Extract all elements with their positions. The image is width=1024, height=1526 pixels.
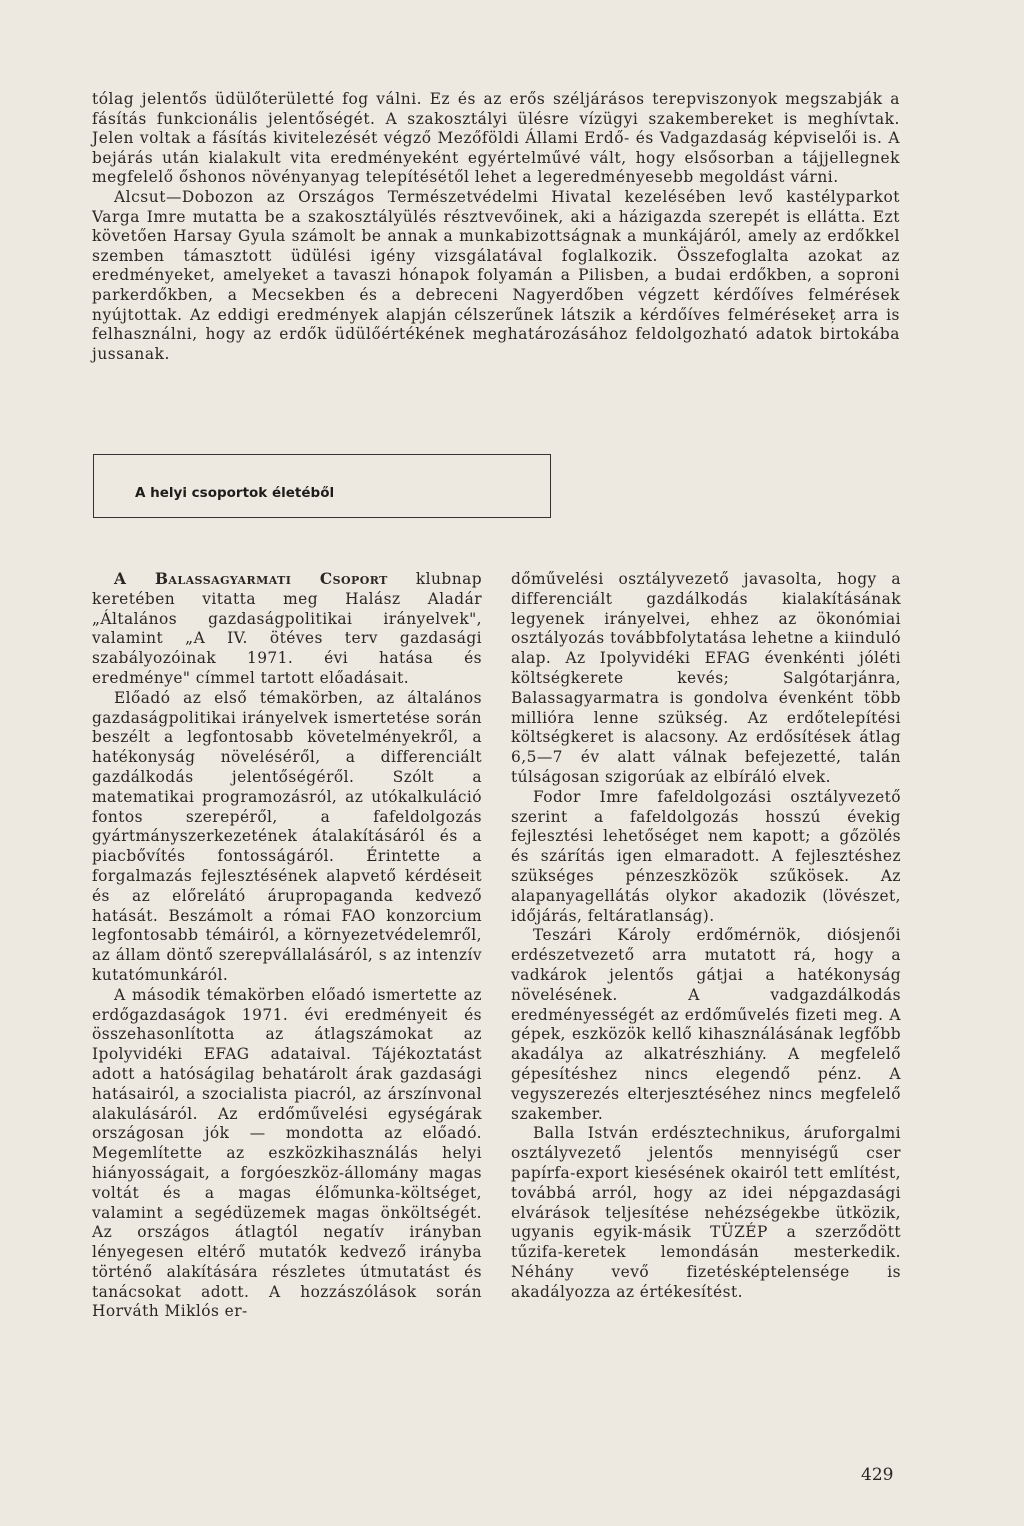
paragraph: tólag jelentős üdülőterületté fog válni. Ez és az erős széljárásos terepviszonyok megszabják a fásítás funkcionális jelentőségét. A szakosztályi ülésre vízügyi szakembereket is meghívtak. Jelen voltak a fásítás kivitelezését végző Mezőföldi Állami Erdő- és Vadgazdaság képviselői is. A bejárás után kialakult vita eredményeként egyértelművé vált, hogy elsősorban a tájjellegnek megfelelő őshonos növényanyag telepítésétől lehet a legeredményesebb megoldást várni.: [92, 90, 900, 187]
paragraph-text: klubnap keretében vitatta meg Halász Aladár „Általános gazdaságpolitikai irányelvek", valamint „A IV. ötéves terv gazdasági szabályozóinak 1971. évi hatása és eredménye" címmel tartott előadásait.: [92, 570, 483, 687]
paragraph: Alcsut—Dobozon az Országos Természetvédelmi Hivatal kezelésében levő kastélyparkot Varga Imre mutatta be a szakosztályülés résztvevőinek, aki a házigazda szerepét is ellátta. Ezt követően Harsay Gyula számolt be annak a munkabizottságnak a munkájáról, amely az erdőkkel szemben támasztott üdülési igény vizsgálatával foglalkozik. Összefoglalta azokat az eredményeket, amelyeket a tavaszi hónapok folyamán a Pilisben, a budai erdőkben, a soproni parkerdőkben, a Mecsekben és a debreceni Nagyerdőben végzett kérdőíves felmérések nyújtottak. Az eddigi eredmények alapján célszerűnek látszik a kérdőíves felmérésekeț arra is felhasználni, hogy az erdők üdülőértékének meghatározásához feldolgozható adatok birtokába jussanak.: [92, 187, 900, 363]
left-column: [92, 570, 482, 1322]
paragraph: Balla István erdésztechnikus, áruforgalmi osztályvezető jelentős mennyiségű cser papírfa-export kiesésének okairól tett említést, továbbá arról, hogy az idei népgazdasági elvárások teljesítése nehézségekbe ütközik, ugyanis egyik-másik TÜZÉP a szerződött tűzifa-keretek lemondásán mesterkedik. Néhány vevő fizetésképtelensége is akadályozza az értékesítést.: [511, 1124, 901, 1301]
page-number: 429: [861, 1465, 894, 1485]
group-name: A Balassagyarmati Csoport: [114, 570, 388, 588]
section-heading: A helyi csoportok életéből: [135, 485, 335, 501]
paragraph: [92, 570, 482, 689]
paragraph: dőművelési osztályvezető javasolta, hogy a differenciált gazdálkodás kialakításának legyenek irányelvei, ehhez az ökonómiai osztályozás továbbfolytatása lehetne a kiinduló alap. Az Ipolyvidéki EFAG évenkénti jóléti költségkerete kevés; Salgótarjánra, Balassagyarmatra is gondolva évenként több millióra lenne szükség. Az erdőtelepítési költségkeret is alacsony. Az erdősítések átlag 6,5—7 év alatt válnak befejezetté, talán túlságosan szigorúak az elbíráló elvek.: [511, 570, 901, 786]
paragraph: A második témakörben előadó ismertette az erdőgazdaságok 1971. évi eredményeit és összehasonlította az átlagszámokat az Ipolyvidéki EFAG adataival. Tájékoztatást adott a hatóságilag behatárolt árak gazdasági hatásairól, a szocialista piacról, az árszínvonal alakulásáról. Az erdőművelési egységárak országosan jók — mondotta az előadó. Megemlítette az eszközkihasználás helyi hiányosságait, a forgóeszköz-állomány magas voltát és a magas élőmunka-költséget, valamint a segédüzemek magas önköltségét. Az országos átlagtól negatív irányban lényegesen eltérő mutatók kedvező irányba történő alakítására részletes útmutatást és tanácsokat adott. A hozzászólások során Horváth Miklós er-: [92, 985, 482, 1321]
paragraph: Fodor Imre fafeldolgozási osztályvezető szerint a fafeldolgozás hosszú évekig fejlesztési lehetőséget nem kapott; a gőzölés és szárítás igen elmaradott. A fejlesztéshez szükséges pénzeszközök szűkösek. Az alapanyagellátás olykor akadozik (lövészet, időjárás, feltáratlanság).: [511, 787, 901, 925]
paragraph: Előadó az első témakörben, az általános gazdaságpolitikai irányelvek ismertetése során beszélt a legfontosabb követelményekről, a hatékonyság növeléséről, a differenciált gazdálkodás jelentőségéről. Szólt a matematikai programozásról, az utókalkuláció fontos szerepéről, a fafeldolgozás gyártmányszerkezetének átalakításáról és a piacbővítés fontosságáról. Érintette a forgalmazás fejlesztésének alapvető kérdéseit és az előrelátó árupropaganda kedvező hatását. Beszámolt a római FAO konzorcium legfontosabb témáiról, a környezetvédelemről, az állam döntő szerepvállalásáról, s az intenzív kutatómunkáról.: [92, 688, 482, 984]
article-continuation: [92, 90, 900, 364]
paragraph: Teszári Károly erdőmérnök, diósjenői erdészetvezető arra mutatott rá, hogy a vadkárok jelentős gátjai a hatékonyság növelésének. A vadgazdálkodás eredményességét az erdőművelés fizeti meg. A gépek, eszközök kellő kihasználásának legfőbb akadálya az alkatrészhiány. A megfelelő gépesítéshez nincs elegendő pénz. A vegyszerezés elterjesztéséhez nincs megfelelő szakember.: [511, 926, 901, 1123]
right-column: [511, 570, 901, 1302]
